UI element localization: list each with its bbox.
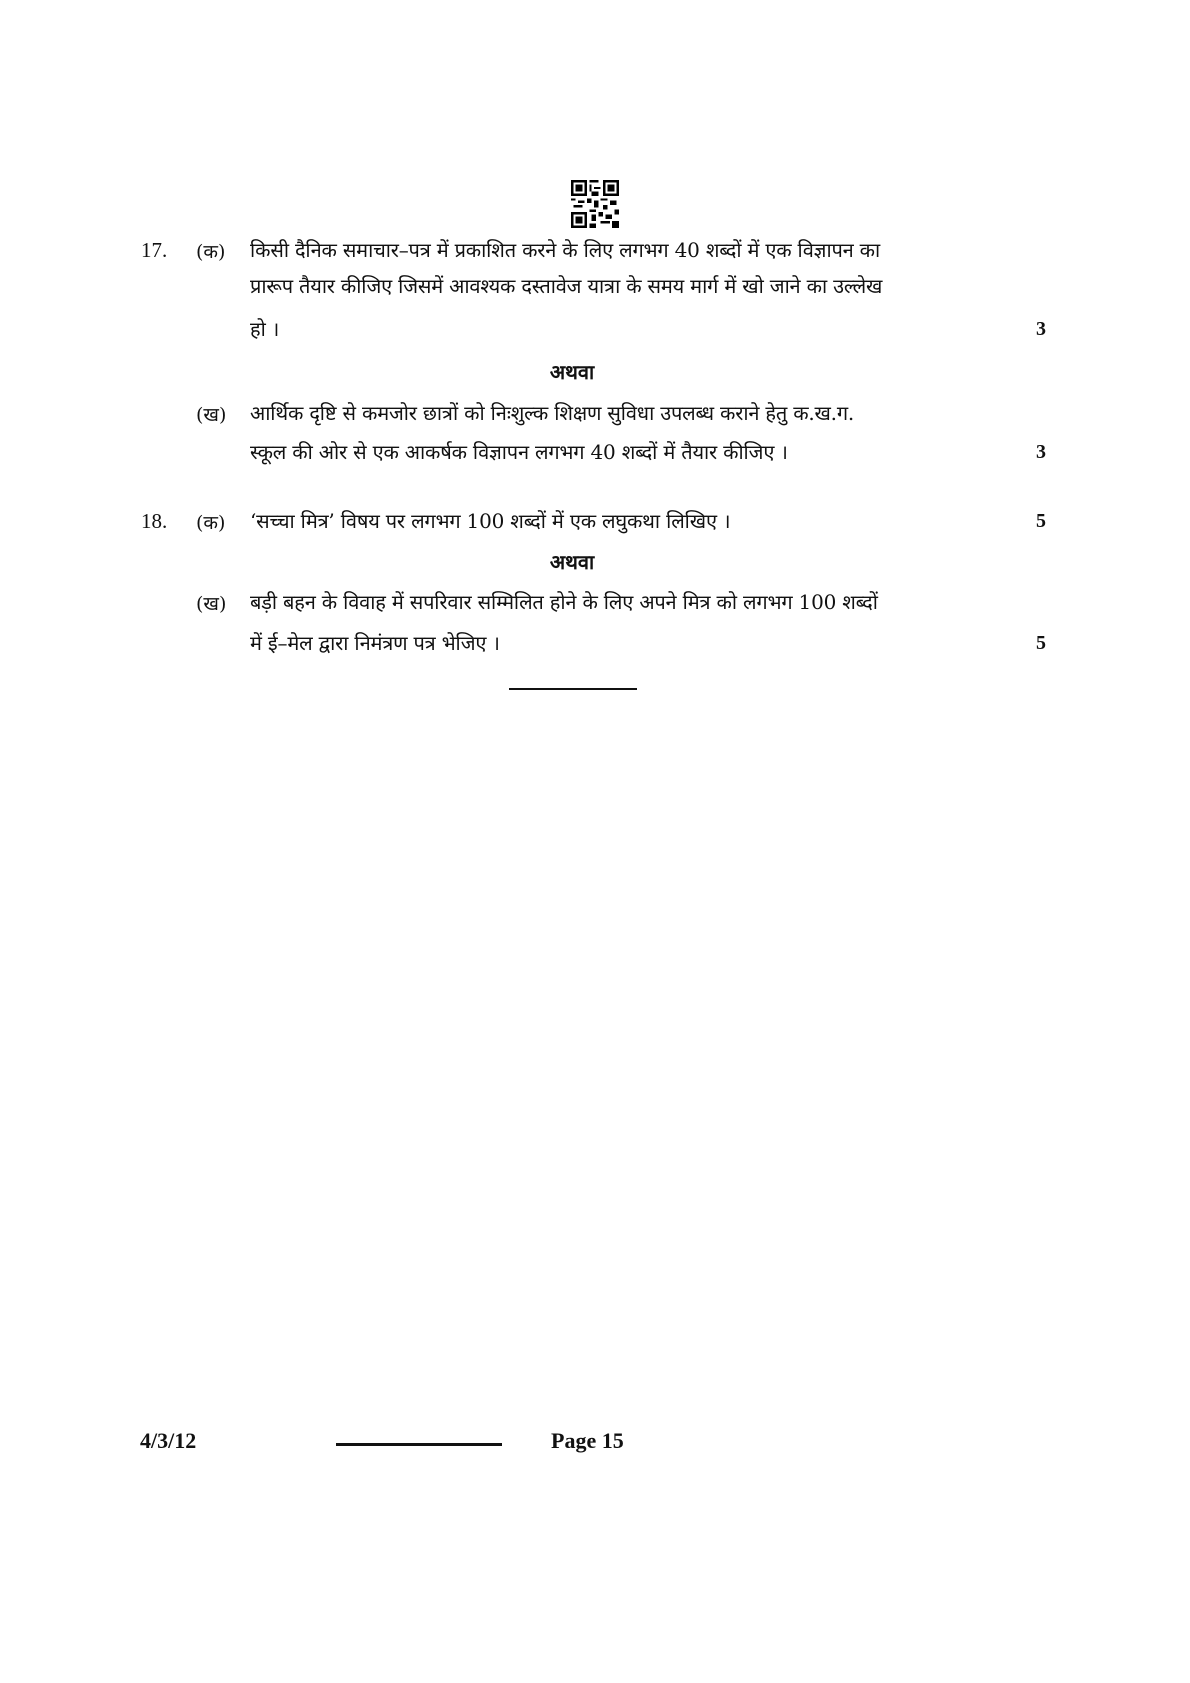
qr-code-icon [571, 180, 619, 228]
footer-rule [336, 1443, 502, 1446]
marks: 3 [1036, 318, 1046, 340]
marks: 3 [1036, 441, 1046, 463]
or-divider: अथवा [549, 550, 595, 574]
question-text-line: ‘सच्चा मित्र’ विषय पर लगभग 100 शब्दों में एक लघुकथा लिखिए । [250, 509, 731, 533]
question-text-line: स्कूल की ओर से एक आकर्षक विज्ञापन लगभग 40 शब्दों में तैयार कीजिए । [250, 440, 788, 464]
option-label: (क) [196, 241, 226, 263]
question-text-line: प्रारूप तैयार कीजिए जिसमें आवश्यक दस्तावेज यात्रा के समय मार्ग में खो जाने का उल्लेख [250, 274, 883, 298]
paper-code: 4/3/12 [140, 1428, 197, 1453]
question-text-line: में ई–मेल द्वारा निमंत्रण पत्र भेजिए । [250, 631, 500, 655]
option-label: (ख) [196, 593, 227, 615]
end-of-section-rule [509, 688, 637, 690]
marks: 5 [1036, 510, 1046, 532]
question-number: 18. [141, 509, 168, 533]
marks: 5 [1036, 632, 1046, 654]
question-number: 17. [141, 238, 168, 262]
option-label: (ख) [196, 404, 227, 426]
question-text-line: बड़ी बहन के विवाह में सपरिवार सम्मिलित होने के लिए अपने मित्र को लगभग 100 शब्दों [250, 590, 878, 614]
question-text-line: किसी दैनिक समाचार–पत्र में प्रकाशित करने के लिए लगभग 40 शब्दों में एक विज्ञापन का [250, 238, 881, 262]
question-text-line: आर्थिक दृष्टि से कमजोर छात्रों को निःशुल्क शिक्षण सुविधा उपलब्ध कराने हेतु क.ख.ग. [250, 401, 855, 425]
or-divider: अथवा [549, 360, 595, 384]
question-text-line: हो । [250, 317, 280, 341]
page-number: Page 15 [551, 1428, 624, 1453]
option-label: (क) [196, 512, 226, 534]
